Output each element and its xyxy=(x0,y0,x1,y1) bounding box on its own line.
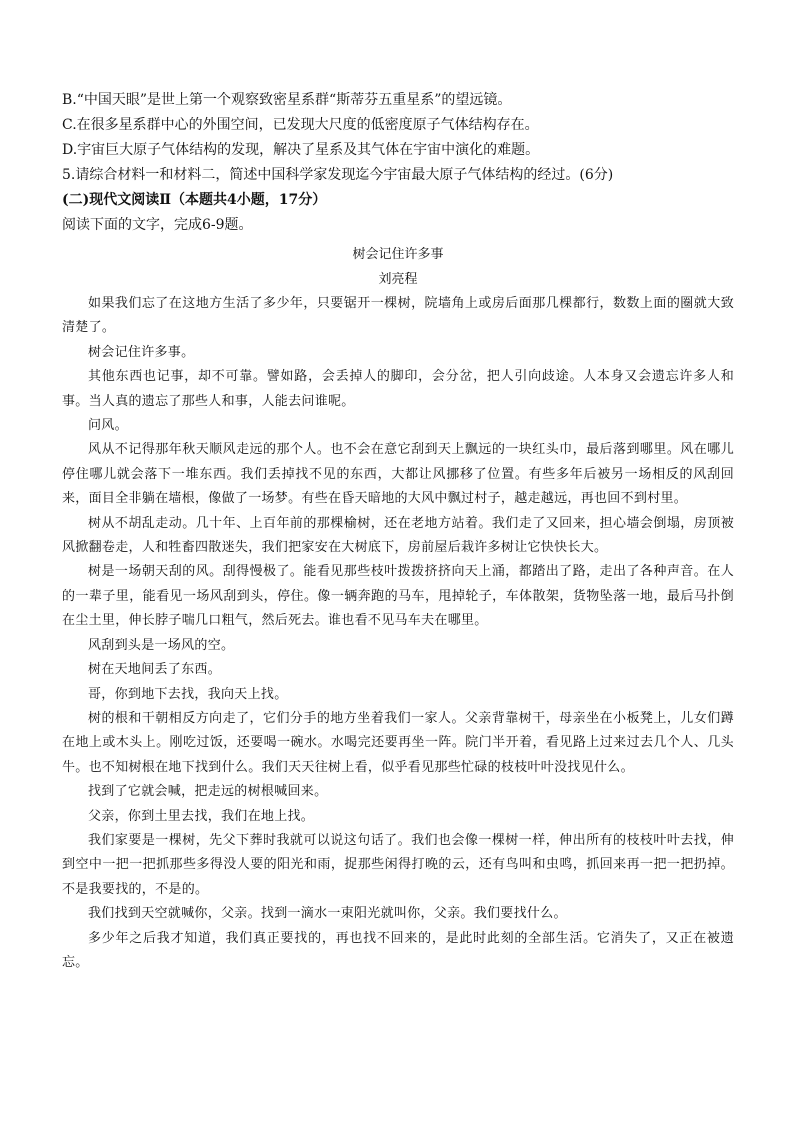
article-paragraph: 树的根和干朝相反方向走了，它们分手的地方坐着我们一家人。父亲背靠树干，母亲坐在小板凳上，儿女们蹲在地上或木头上。刚吃过饭，还要喝一碗水。水喝完还要再坐一阵。院门半开着，看见路上过来过去几个人、几头牛。也不知树根在地下找到什么。我们天天往树上看，似乎看见那些忙碌的枝枝叶叶没找见什么。 xyxy=(62,710,734,775)
article-title: 树会记住许多事 xyxy=(352,247,444,262)
article-paragraph: 问风。 xyxy=(88,418,128,434)
document-page xyxy=(62,88,734,975)
article-paragraph: 找到了它就会喊，把走远的树根喊回来。 xyxy=(88,784,328,800)
question-option-d: D.宇宙巨大原子气体结构的发现，解决了星系及其气体在宇宙中演化的难题。 xyxy=(62,142,540,158)
article-paragraph: 树是一场朝天刮的风。刮得慢极了。能看见那些枝叶拨拨挤挤向天上涌，都踏出了路，走出了各种声音。在人的一辈子里，能看见一场风刮到头，停住。像一辆奔跑的马车，甩掉轮子，车体散架，货物坠落一地，最后马扑倒在尘土里，伸长脖子喘几口粗气，然后死去。谁也看不见马车夫在哪里。 xyxy=(62,564,734,629)
article-paragraph: 风刮到头是一场风的空。 xyxy=(88,637,235,653)
article-paragraph: 哥，你到地下去找，我向天上找。 xyxy=(88,686,288,702)
question-5: 5.请综合材料一和材料二，简述中国科学家发现迄今宇宙最大原子气体结构的经过。(6分) xyxy=(62,167,614,183)
article-author: 刘亮程 xyxy=(378,272,418,287)
article-paragraph: 我们家要是一棵树，先父下葬时我就可以说这句话了。我们也会像一棵树一样，伸出所有的枝枝叶叶去找，伸到空中一把一把抓那些多得没人要的阳光和雨，捉那些闲得打晚的云，还有鸟叫和虫鸣，抓回来再一把一把扔掉。不是我要找的，不是的。 xyxy=(62,832,734,897)
article-paragraph: 父亲，你到土里去找，我们在地上找。 xyxy=(88,808,315,824)
question-option-b: B.“中国天眼”是世上第一个观察致密星系群“斯蒂芬五重星系”的望远镜。 xyxy=(62,92,512,108)
question-option-c: C.在很多星系群中心的外围空间，已发现大尺度的低密度原子气体结构存在。 xyxy=(62,117,539,133)
section-instruction: 阅读下面的文字，完成6-9题。 xyxy=(62,217,253,233)
article-paragraph: 多少年之后我才知道，我们真正要找的，再也找不回来的，是此时此刻的全部生活。它消失了，又正在被遗忘。 xyxy=(62,930,734,970)
article-paragraph: 树在天地间丢了东西。 xyxy=(88,662,222,678)
section-heading: (二)现代文阅读Ⅱ（本题共4小题，17分） xyxy=(62,192,327,208)
article-paragraph: 如果我们忘了在这地方生活了多少年，只要锯开一棵树，院墙角上或房后面那几棵都行，数数上面的圈就大致清楚了。 xyxy=(62,296,734,336)
article-paragraph: 树会记住许多事。 xyxy=(88,344,195,360)
article-paragraph: 我们找到天空就喊你，父亲。找到一滴水一束阳光就叫你，父亲。我们要找什么。 xyxy=(88,906,567,922)
article-body xyxy=(62,292,734,975)
article-paragraph: 其他东西也记事，却不可靠。譬如路，会丢掉人的脚印，会分岔，把人引向歧途。人本身又会遗忘许多人和事。当人真的遗忘了那些人和事，人能去问谁呢。 xyxy=(62,369,734,409)
article-paragraph: 风从不记得那年秋天顺风走远的那个人。也不会在意它刮到天上飘远的一块红头巾，最后落到哪里。风在哪儿停住哪儿就会落下一堆东西。我们丢掉找不见的东西，大都让风挪移了位置。有些多年后被另一场相反的风刮回来，面目全非躺在墙根，像做了一场梦。有些在昏天暗地的大风中飘过村子，越走越远，再也回不到村里。 xyxy=(62,442,734,507)
article-paragraph: 树从不胡乱走动。几十年、上百年前的那棵榆树，还在老地方站着。我们走了又回来，担心墙会倒塌，房顶被风掀翻卷走，人和牲畜四散迷失，我们把家安在大树底下，房前屋后栽许多树让它快快长大。 xyxy=(62,515,734,556)
